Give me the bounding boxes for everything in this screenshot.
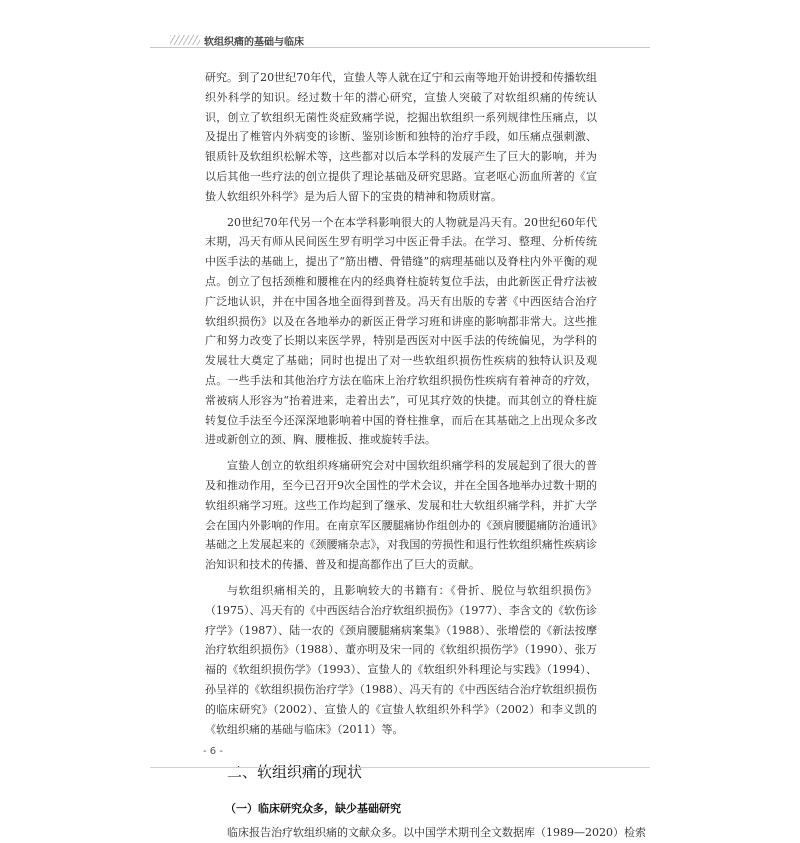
page-number: - 6 - — [203, 746, 223, 757]
sub-heading: （一）临床研究众多，缺少基础研究 — [225, 802, 401, 816]
paragraph-xuanzheren: 研究。到了20世纪70年代，宣蛰人等人就在辽宁和云南等地开始讲授和传播软组织外科学的知识。经过数十年的潜心研究，宣蛰人突破了对软组织痛的传统认识，创立了软组织无菌性炎症致痛学说，挖掘出软组织一系列规律性压痛点，以及提出了椎管内外病变的诊断、鉴别诊断和独特的治疗手段，如压痛点强刺激、银质针及软组织松解术等，这些都对以后本学科的发展产生了巨大的影响，并为以后其他一些疗法的创立提供了理论基础及研究思路。宣老呕心沥血所著的《宣蛰人软组织外科学》是为后人留下的宝贵的精神和物质财富。 — [205, 71, 597, 203]
header-stripes-decoration — [170, 35, 200, 45]
paragraph-research-society: 宣蛰人创立的软组织疼痛研究会对中国软组织痛学科的发展起到了很大的普及和推动作用，至今已召开9次全国性的学术会议，并在全国各地举办过数十期的软组织痛学习班。这些工作均起到了继承、发展和壮大软组织痛学科，并扩大学会在国内外影响的作用。在南京军区腰腿痛协作组创办的《颈肩腰腿痛防治通讯》基础之上发展起来的《颈腰痛杂志》，对我国的劳损性和退行性软组织痛性疾病诊治知识和技术的传播、普及和提高都作出了巨大的贡献。 — [205, 459, 597, 572]
paragraph-fengtianyou: 20世纪70年代另一个在本学科影响很大的人物就是冯天有。20世纪60年代末期，冯天有师从民间医生罗有明学习中医正骨手法。在学习、整理、分析传统中医手法的基础上，提出了“筋出槽、骨错缝”的病理基础以及脊柱内外平衡的观点。创立了包括颈椎和腰椎在内的经典脊柱旋转复位手法，由此新医正骨疗法被广泛地认识，并在中国各地全面得到普及。冯天有出版的专著《中西医结合治疗软组织损伤》以及在各地举办的新医正骨学习班和讲座的影响都非常大。这些推广和努力改变了长期以来医学界，特别是西医对中医手法的传统偏见，为学科的发展壮大奠定了基础；同时也提出了对一些软组织损伤性疾病的独特认识及观点。一些手法和其他治疗方法在临床上治疗软组织损伤性疾病有着神奇的疗效，常被病人形容为“抬着进来，走着出去”，可见其疗效的快捷。而其创立的脊柱旋转复位手法至今还深深地影响着中国的脊柱推拿，而后在其基础之上出现众多改进或新创立的颈、胸、腰椎扳、推或旋转手法。 — [205, 215, 597, 447]
header-rule — [150, 47, 650, 48]
section-heading: 二、软组织痛的现状 — [227, 763, 363, 782]
paragraph-books: 与软组织痛相关的，且影响较大的书籍有：《骨折、脱位与软组织损伤》（1975）、冯天有的《中西医结合治疗软组织损伤》（1977）、李含文的《软伤诊疗学》（1987）、陆一农的《颈肩腰腿痛病案集》（1988）、张增偿的《新法按摩治疗软组织损伤》（1988）、董亦明及宋一同的《软组织损伤学》（1990）、张万福的《软组织损伤学》（1993）、宣蛰人的《软组织外科理论与实践》（1994）、孙呈祥的《软组织损伤治疗学》（1988）、冯天有的《中西医结合治疗软组织损伤的临床研究》（2002）、宣蛰人的《宣蛰人软组织外科学》（2002）和李义凯的《软组织痛的基础与临床》（2011）等。 — [205, 583, 597, 736]
paragraph-clinical-reports: 临床报告治疗软组织痛的文献众多。以中国学术期刊全文数据库（1989—2020）检索 — [227, 826, 646, 840]
page-body — [205, 68, 646, 843]
running-header — [150, 33, 650, 49]
footer-rule — [150, 767, 650, 768]
running-header-title: 软组织痛的基础与临床 — [204, 37, 304, 48]
